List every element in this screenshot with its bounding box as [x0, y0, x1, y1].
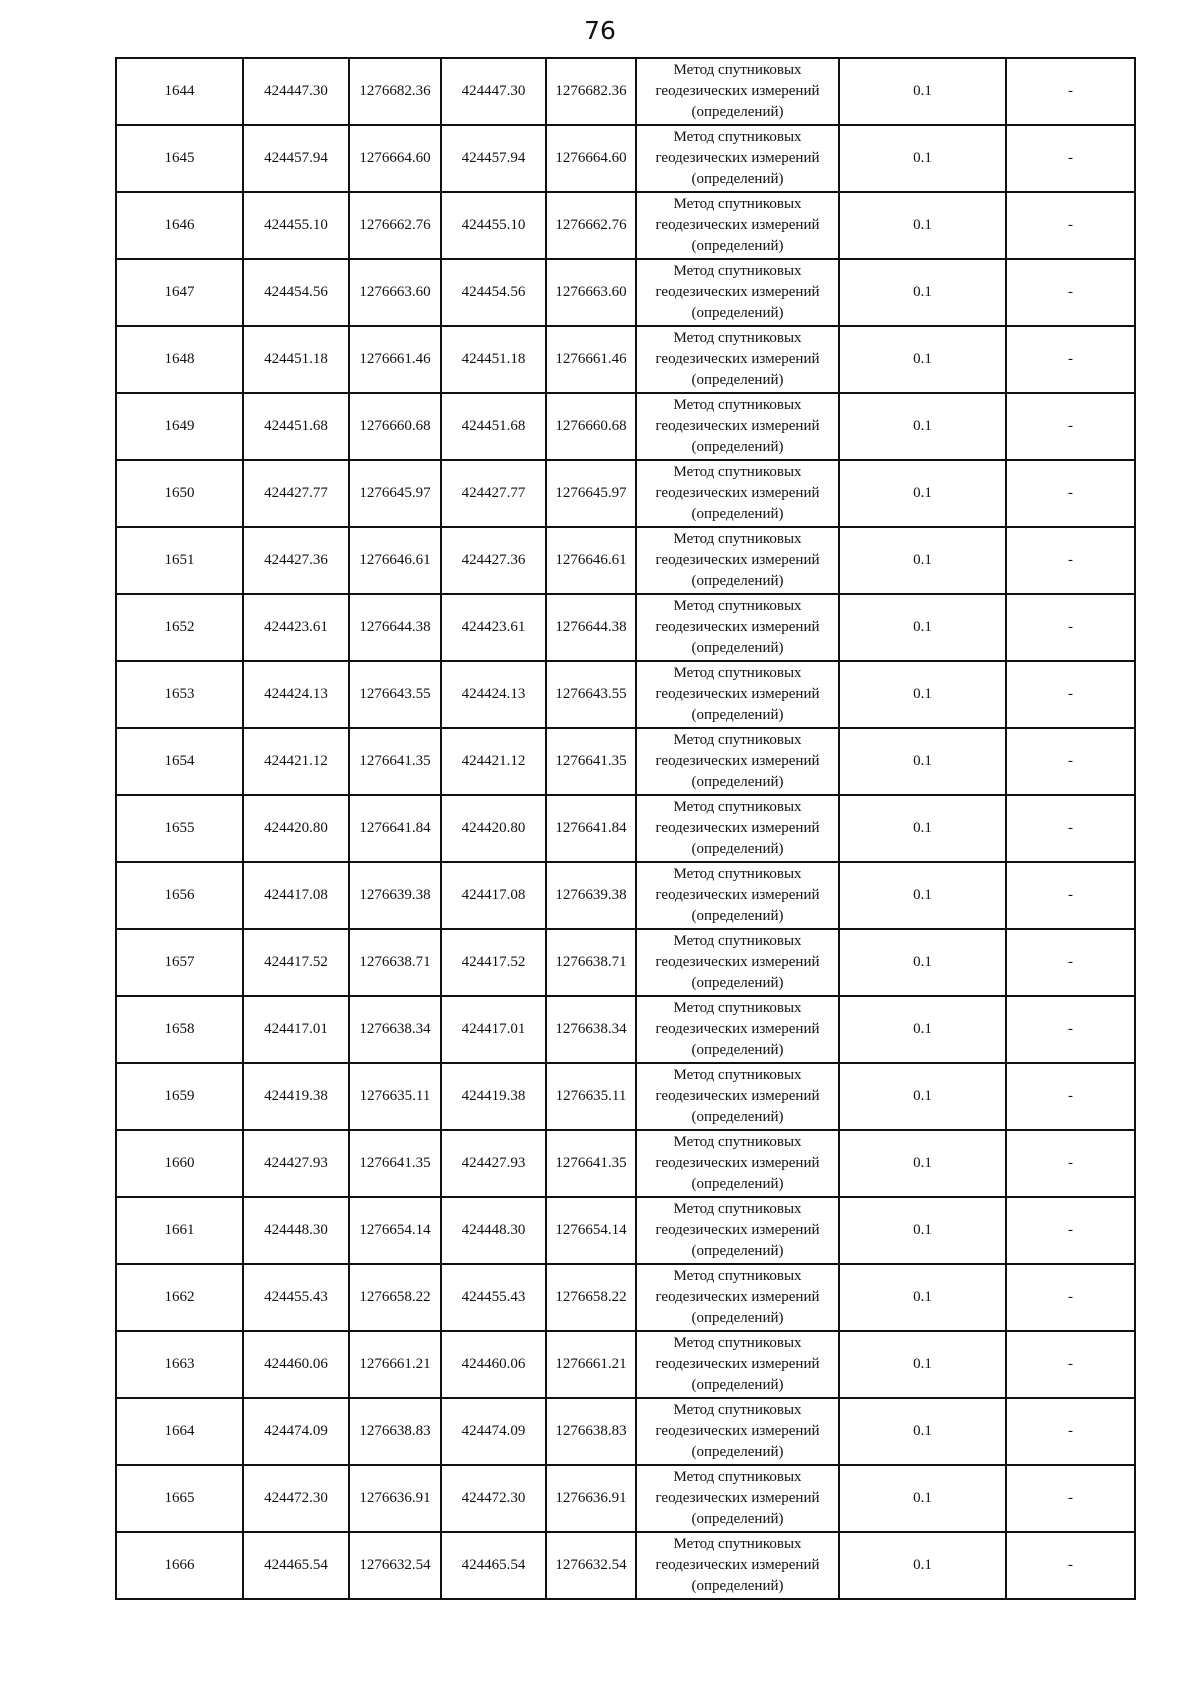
method-cell: [636, 1398, 839, 1465]
precision-cell: 0.1: [839, 1331, 1006, 1398]
method-cell: [636, 1197, 839, 1264]
new-x-cell: 424455.43: [441, 1264, 546, 1331]
method-line-1: Метод спутниковых: [673, 1536, 802, 1552]
method-line-3: (определений): [691, 238, 784, 254]
method-cell: [636, 1264, 839, 1331]
method-line-2: геодезических измерений: [655, 351, 820, 367]
table-row: [116, 1264, 1135, 1331]
note-cell: -: [1006, 862, 1135, 929]
existing-x-cell: 424451.18: [243, 326, 349, 393]
precision-cell: 0.1: [839, 1063, 1006, 1130]
method-line-3: (определений): [691, 372, 784, 388]
method-line-1: Метод спутниковых: [673, 1067, 802, 1083]
existing-y-cell: 1276638.34: [349, 996, 441, 1063]
method-cell: [636, 1331, 839, 1398]
method-line-2: геодезических измерений: [655, 1423, 820, 1439]
coordinates-table: [115, 57, 1136, 1600]
note-cell: -: [1006, 661, 1135, 728]
new-x-cell: 424460.06: [441, 1331, 546, 1398]
new-x-cell: 424472.30: [441, 1465, 546, 1532]
new-x-cell: 424451.18: [441, 326, 546, 393]
existing-x-cell: 424417.01: [243, 996, 349, 1063]
method-line-3: (определений): [691, 1511, 784, 1527]
note-cell: -: [1006, 929, 1135, 996]
existing-x-cell: 424447.30: [243, 58, 349, 125]
point-number-cell: 1660: [116, 1130, 243, 1197]
method-line-1: Метод спутниковых: [673, 464, 802, 480]
existing-y-cell: 1276635.11: [349, 1063, 441, 1130]
note-cell: -: [1006, 996, 1135, 1063]
new-y-cell: 1276663.60: [546, 259, 636, 326]
table-row: [116, 125, 1135, 192]
precision-cell: 0.1: [839, 594, 1006, 661]
existing-x-cell: 424460.06: [243, 1331, 349, 1398]
existing-y-cell: 1276646.61: [349, 527, 441, 594]
new-y-cell: 1276658.22: [546, 1264, 636, 1331]
point-number-cell: 1648: [116, 326, 243, 393]
method-line-2: геодезических измерений: [655, 485, 820, 501]
new-y-cell: 1276645.97: [546, 460, 636, 527]
existing-y-cell: 1276641.84: [349, 795, 441, 862]
precision-cell: 0.1: [839, 728, 1006, 795]
existing-x-cell: 424417.08: [243, 862, 349, 929]
new-y-cell: 1276654.14: [546, 1197, 636, 1264]
table-row: [116, 1465, 1135, 1532]
table-row: [116, 795, 1135, 862]
method-line-3: (определений): [691, 305, 784, 321]
existing-y-cell: 1276682.36: [349, 58, 441, 125]
method-line-1: Метод спутниковых: [673, 196, 802, 212]
existing-y-cell: 1276641.35: [349, 728, 441, 795]
method-line-2: геодезических измерений: [655, 1289, 820, 1305]
existing-x-cell: 424419.38: [243, 1063, 349, 1130]
method-line-2: геодезических измерений: [655, 753, 820, 769]
new-x-cell: 424421.12: [441, 728, 546, 795]
note-cell: -: [1006, 1197, 1135, 1264]
new-x-cell: 424451.68: [441, 393, 546, 460]
precision-cell: 0.1: [839, 661, 1006, 728]
new-x-cell: 424423.61: [441, 594, 546, 661]
new-x-cell: 424417.52: [441, 929, 546, 996]
point-number-cell: 1652: [116, 594, 243, 661]
new-y-cell: 1276660.68: [546, 393, 636, 460]
method-line-1: Метод спутниковых: [673, 531, 802, 547]
existing-x-cell: 424455.10: [243, 192, 349, 259]
point-number-cell: 1662: [116, 1264, 243, 1331]
method-line-2: геодезических измерений: [655, 284, 820, 300]
new-x-cell: 424419.38: [441, 1063, 546, 1130]
existing-y-cell: 1276663.60: [349, 259, 441, 326]
precision-cell: 0.1: [839, 125, 1006, 192]
page-number: 76: [584, 16, 616, 45]
note-cell: -: [1006, 326, 1135, 393]
existing-y-cell: 1276639.38: [349, 862, 441, 929]
point-number-cell: 1645: [116, 125, 243, 192]
existing-y-cell: 1276658.22: [349, 1264, 441, 1331]
new-x-cell: 424474.09: [441, 1398, 546, 1465]
point-number-cell: 1653: [116, 661, 243, 728]
table-row: [116, 862, 1135, 929]
point-number-cell: 1665: [116, 1465, 243, 1532]
method-line-2: геодезических измерений: [655, 619, 820, 635]
new-x-cell: 424417.08: [441, 862, 546, 929]
method-line-3: (определений): [691, 975, 784, 991]
new-x-cell: 424417.01: [441, 996, 546, 1063]
point-number-cell: 1659: [116, 1063, 243, 1130]
precision-cell: 0.1: [839, 862, 1006, 929]
existing-y-cell: 1276638.83: [349, 1398, 441, 1465]
method-cell: [636, 326, 839, 393]
method-cell: [636, 661, 839, 728]
new-x-cell: 424427.77: [441, 460, 546, 527]
point-number-cell: 1650: [116, 460, 243, 527]
method-line-2: геодезических измерений: [655, 150, 820, 166]
method-line-3: (определений): [691, 1042, 784, 1058]
method-cell: [636, 393, 839, 460]
method-cell: [636, 1063, 839, 1130]
method-line-1: Метод спутниковых: [673, 1335, 802, 1351]
method-line-2: геодезических измерений: [655, 1088, 820, 1104]
new-y-cell: 1276638.34: [546, 996, 636, 1063]
method-line-1: Метод спутниковых: [673, 1000, 802, 1016]
new-y-cell: 1276635.11: [546, 1063, 636, 1130]
existing-y-cell: 1276654.14: [349, 1197, 441, 1264]
existing-y-cell: 1276632.54: [349, 1532, 441, 1599]
method-line-1: Метод спутниковых: [673, 62, 802, 78]
method-line-3: (определений): [691, 1377, 784, 1393]
precision-cell: 0.1: [839, 192, 1006, 259]
method-cell: [636, 862, 839, 929]
table-row: [116, 1532, 1135, 1599]
new-y-cell: 1276643.55: [546, 661, 636, 728]
point-number-cell: 1644: [116, 58, 243, 125]
precision-cell: 0.1: [839, 58, 1006, 125]
method-line-2: геодезических измерений: [655, 1222, 820, 1238]
method-line-2: геодезических измерений: [655, 1557, 820, 1573]
precision-cell: 0.1: [839, 795, 1006, 862]
method-line-1: Метод спутниковых: [673, 1469, 802, 1485]
point-number-cell: 1658: [116, 996, 243, 1063]
new-y-cell: 1276641.35: [546, 1130, 636, 1197]
existing-x-cell: 424417.52: [243, 929, 349, 996]
table-row: [116, 527, 1135, 594]
method-cell: [636, 259, 839, 326]
precision-cell: 0.1: [839, 929, 1006, 996]
existing-y-cell: 1276660.68: [349, 393, 441, 460]
point-number-cell: 1651: [116, 527, 243, 594]
note-cell: -: [1006, 1130, 1135, 1197]
point-number-cell: 1656: [116, 862, 243, 929]
method-line-2: геодезических измерений: [655, 217, 820, 233]
note-cell: -: [1006, 460, 1135, 527]
method-line-1: Метод спутниковых: [673, 1402, 802, 1418]
table-row: [116, 594, 1135, 661]
method-line-1: Метод спутниковых: [673, 330, 802, 346]
table-row: [116, 460, 1135, 527]
method-line-3: (определений): [691, 841, 784, 857]
precision-cell: 0.1: [839, 996, 1006, 1063]
method-line-2: геодезических измерений: [655, 1021, 820, 1037]
method-cell: [636, 1465, 839, 1532]
precision-cell: 0.1: [839, 460, 1006, 527]
method-line-3: (определений): [691, 1243, 784, 1259]
method-line-3: (определений): [691, 1444, 784, 1460]
new-y-cell: 1276639.38: [546, 862, 636, 929]
existing-y-cell: 1276643.55: [349, 661, 441, 728]
method-line-1: Метод спутниковых: [673, 1134, 802, 1150]
method-line-2: геодезических измерений: [655, 820, 820, 836]
method-line-1: Метод спутниковых: [673, 866, 802, 882]
precision-cell: 0.1: [839, 527, 1006, 594]
table-row: [116, 259, 1135, 326]
method-line-3: (определений): [691, 573, 784, 589]
note-cell: -: [1006, 58, 1135, 125]
point-number-cell: 1666: [116, 1532, 243, 1599]
table-row: [116, 326, 1135, 393]
existing-y-cell: 1276636.91: [349, 1465, 441, 1532]
note-cell: -: [1006, 795, 1135, 862]
method-line-3: (определений): [691, 171, 784, 187]
new-y-cell: 1276661.21: [546, 1331, 636, 1398]
point-number-cell: 1657: [116, 929, 243, 996]
method-line-1: Метод спутниковых: [673, 732, 802, 748]
existing-x-cell: 424448.30: [243, 1197, 349, 1264]
table-row: [116, 728, 1135, 795]
note-cell: -: [1006, 527, 1135, 594]
note-cell: -: [1006, 393, 1135, 460]
method-line-3: (определений): [691, 1109, 784, 1125]
existing-x-cell: 424474.09: [243, 1398, 349, 1465]
method-cell: [636, 58, 839, 125]
precision-cell: 0.1: [839, 1130, 1006, 1197]
method-cell: [636, 996, 839, 1063]
note-cell: -: [1006, 728, 1135, 795]
new-y-cell: 1276661.46: [546, 326, 636, 393]
method-line-2: геодезических измерений: [655, 1356, 820, 1372]
method-cell: [636, 527, 839, 594]
existing-x-cell: 424424.13: [243, 661, 349, 728]
method-line-3: (определений): [691, 1310, 784, 1326]
method-line-2: геодезических измерений: [655, 1155, 820, 1171]
method-line-1: Метод спутниковых: [673, 598, 802, 614]
method-line-1: Метод спутниковых: [673, 665, 802, 681]
method-line-3: (определений): [691, 774, 784, 790]
point-number-cell: 1664: [116, 1398, 243, 1465]
method-cell: [636, 728, 839, 795]
method-line-1: Метод спутниковых: [673, 933, 802, 949]
existing-x-cell: 424420.80: [243, 795, 349, 862]
method-line-2: геодезических измерений: [655, 552, 820, 568]
new-y-cell: 1276664.60: [546, 125, 636, 192]
existing-x-cell: 424427.77: [243, 460, 349, 527]
note-cell: -: [1006, 125, 1135, 192]
point-number-cell: 1654: [116, 728, 243, 795]
existing-x-cell: 424455.43: [243, 1264, 349, 1331]
method-line-3: (определений): [691, 1176, 784, 1192]
method-line-2: геодезических измерений: [655, 887, 820, 903]
method-line-1: Метод спутниковых: [673, 1201, 802, 1217]
new-x-cell: 424465.54: [441, 1532, 546, 1599]
note-cell: -: [1006, 192, 1135, 259]
note-cell: -: [1006, 1532, 1135, 1599]
point-number-cell: 1646: [116, 192, 243, 259]
existing-y-cell: 1276661.46: [349, 326, 441, 393]
existing-x-cell: 424427.36: [243, 527, 349, 594]
existing-y-cell: 1276662.76: [349, 192, 441, 259]
method-cell: [636, 1532, 839, 1599]
existing-x-cell: 424472.30: [243, 1465, 349, 1532]
existing-x-cell: 424457.94: [243, 125, 349, 192]
table-row: [116, 192, 1135, 259]
precision-cell: 0.1: [839, 1197, 1006, 1264]
new-y-cell: 1276636.91: [546, 1465, 636, 1532]
new-y-cell: 1276644.38: [546, 594, 636, 661]
method-line-3: (определений): [691, 908, 784, 924]
point-number-cell: 1663: [116, 1331, 243, 1398]
method-line-1: Метод спутниковых: [673, 1268, 802, 1284]
method-line-3: (определений): [691, 707, 784, 723]
existing-y-cell: 1276638.71: [349, 929, 441, 996]
existing-y-cell: 1276661.21: [349, 1331, 441, 1398]
method-cell: [636, 929, 839, 996]
new-y-cell: 1276638.71: [546, 929, 636, 996]
existing-x-cell: 424421.12: [243, 728, 349, 795]
point-number-cell: 1661: [116, 1197, 243, 1264]
note-cell: -: [1006, 1063, 1135, 1130]
precision-cell: 0.1: [839, 1465, 1006, 1532]
table-row: [116, 393, 1135, 460]
note-cell: -: [1006, 1331, 1135, 1398]
new-x-cell: 424420.80: [441, 795, 546, 862]
method-line-2: геодезических измерений: [655, 83, 820, 99]
new-x-cell: 424454.56: [441, 259, 546, 326]
table-row: [116, 996, 1135, 1063]
existing-x-cell: 424427.93: [243, 1130, 349, 1197]
new-y-cell: 1276682.36: [546, 58, 636, 125]
method-line-3: (определений): [691, 1578, 784, 1594]
point-number-cell: 1649: [116, 393, 243, 460]
method-line-2: геодезических измерений: [655, 418, 820, 434]
new-y-cell: 1276662.76: [546, 192, 636, 259]
note-cell: -: [1006, 594, 1135, 661]
method-line-3: (определений): [691, 104, 784, 120]
new-y-cell: 1276632.54: [546, 1532, 636, 1599]
method-line-1: Метод спутниковых: [673, 799, 802, 815]
new-x-cell: 424427.93: [441, 1130, 546, 1197]
new-y-cell: 1276646.61: [546, 527, 636, 594]
method-line-1: Метод спутниковых: [673, 263, 802, 279]
table-row: [116, 929, 1135, 996]
existing-x-cell: 424465.54: [243, 1532, 349, 1599]
precision-cell: 0.1: [839, 326, 1006, 393]
method-line-1: Метод спутниковых: [673, 129, 802, 145]
table-body: [116, 58, 1135, 1599]
new-x-cell: 424424.13: [441, 661, 546, 728]
method-cell: [636, 460, 839, 527]
precision-cell: 0.1: [839, 393, 1006, 460]
method-line-3: (определений): [691, 506, 784, 522]
precision-cell: 0.1: [839, 1532, 1006, 1599]
existing-y-cell: 1276644.38: [349, 594, 441, 661]
method-line-3: (определений): [691, 439, 784, 455]
method-cell: [636, 1130, 839, 1197]
precision-cell: 0.1: [839, 259, 1006, 326]
precision-cell: 0.1: [839, 1264, 1006, 1331]
method-line-2: геодезических измерений: [655, 954, 820, 970]
new-x-cell: 424448.30: [441, 1197, 546, 1264]
method-line-2: геодезических измерений: [655, 1490, 820, 1506]
point-number-cell: 1655: [116, 795, 243, 862]
table-row: [116, 1130, 1135, 1197]
new-y-cell: 1276641.84: [546, 795, 636, 862]
point-number-cell: 1647: [116, 259, 243, 326]
table-row: [116, 1063, 1135, 1130]
existing-x-cell: 424454.56: [243, 259, 349, 326]
existing-y-cell: 1276645.97: [349, 460, 441, 527]
note-cell: -: [1006, 1465, 1135, 1532]
existing-x-cell: 424451.68: [243, 393, 349, 460]
new-y-cell: 1276638.83: [546, 1398, 636, 1465]
method-cell: [636, 795, 839, 862]
method-line-1: Метод спутниковых: [673, 397, 802, 413]
note-cell: -: [1006, 1398, 1135, 1465]
existing-y-cell: 1276641.35: [349, 1130, 441, 1197]
new-x-cell: 424455.10: [441, 192, 546, 259]
method-cell: [636, 192, 839, 259]
method-line-3: (определений): [691, 640, 784, 656]
existing-y-cell: 1276664.60: [349, 125, 441, 192]
new-x-cell: 424447.30: [441, 58, 546, 125]
method-cell: [636, 594, 839, 661]
method-cell: [636, 125, 839, 192]
table-row: [116, 1398, 1135, 1465]
new-x-cell: 424427.36: [441, 527, 546, 594]
table-row: [116, 1331, 1135, 1398]
new-x-cell: 424457.94: [441, 125, 546, 192]
precision-cell: 0.1: [839, 1398, 1006, 1465]
table-row: [116, 1197, 1135, 1264]
note-cell: -: [1006, 259, 1135, 326]
existing-x-cell: 424423.61: [243, 594, 349, 661]
table-row: [116, 58, 1135, 125]
note-cell: -: [1006, 1264, 1135, 1331]
method-line-2: геодезических измерений: [655, 686, 820, 702]
table-row: [116, 661, 1135, 728]
new-y-cell: 1276641.35: [546, 728, 636, 795]
